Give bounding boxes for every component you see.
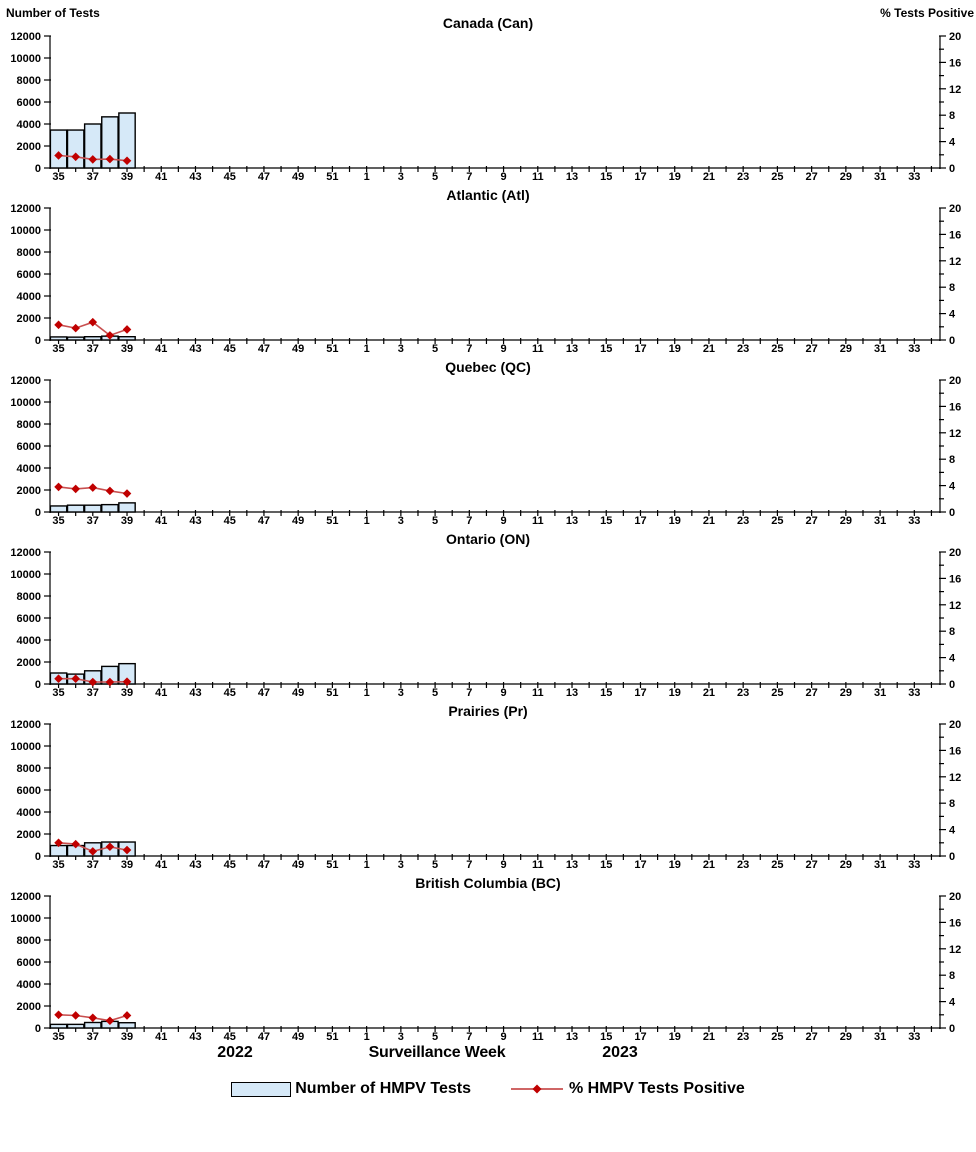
svg-text:43: 43 [189, 859, 202, 870]
svg-text:41: 41 [155, 687, 168, 698]
svg-text:27: 27 [805, 859, 818, 870]
svg-text:3: 3 [397, 171, 404, 182]
svg-text:25: 25 [771, 859, 784, 870]
svg-text:49: 49 [292, 859, 305, 870]
svg-text:25: 25 [771, 515, 784, 526]
svg-text:19: 19 [668, 1031, 681, 1042]
svg-text:4000: 4000 [16, 463, 41, 475]
svg-text:1: 1 [363, 171, 370, 182]
svg-text:9: 9 [500, 859, 507, 870]
panel-title-quebec: Quebec (QC) [445, 359, 531, 375]
svg-text:25: 25 [771, 1031, 784, 1042]
svg-text:45: 45 [223, 1031, 236, 1042]
svg-text:3: 3 [397, 687, 404, 698]
panel-header [0, 2, 976, 32]
svg-text:35: 35 [52, 343, 65, 354]
svg-text:9: 9 [500, 343, 507, 354]
svg-text:23: 23 [737, 687, 750, 698]
svg-text:39: 39 [120, 515, 134, 526]
svg-text:5: 5 [432, 687, 439, 698]
svg-text:16: 16 [949, 401, 962, 414]
svg-text:37: 37 [86, 859, 99, 870]
svg-text:12000: 12000 [10, 892, 41, 903]
svg-text:4000: 4000 [16, 635, 41, 647]
legend-item-tests [231, 1080, 471, 1098]
svg-text:43: 43 [189, 515, 202, 526]
svg-text:13: 13 [565, 515, 579, 526]
svg-text:33: 33 [908, 1031, 921, 1042]
svg-text:12000: 12000 [10, 376, 41, 387]
panel-plot-british-columbia [0, 892, 976, 1042]
svg-text:0: 0 [949, 851, 956, 863]
panel-plot-canada [0, 32, 976, 182]
svg-text:2000: 2000 [16, 829, 41, 841]
svg-text:41: 41 [155, 859, 168, 870]
svg-text:21: 21 [702, 687, 716, 698]
svg-text:49: 49 [292, 171, 305, 182]
svg-text:11: 11 [531, 687, 544, 698]
svg-text:31: 31 [873, 687, 887, 698]
svg-text:33: 33 [908, 171, 921, 182]
svg-text:12: 12 [949, 83, 962, 96]
svg-text:2000: 2000 [16, 1001, 41, 1013]
panel-plot-quebec [0, 376, 976, 526]
svg-text:10000: 10000 [10, 225, 41, 237]
svg-text:49: 49 [292, 515, 305, 526]
svg-text:47: 47 [257, 515, 271, 526]
svg-text:4000: 4000 [16, 807, 41, 819]
svg-text:51: 51 [326, 859, 339, 870]
svg-text:12: 12 [949, 943, 962, 956]
svg-text:6000: 6000 [16, 97, 41, 109]
svg-text:39: 39 [120, 687, 134, 698]
svg-text:21: 21 [702, 1031, 716, 1042]
svg-text:20: 20 [949, 204, 962, 215]
svg-text:15: 15 [600, 515, 613, 526]
legend-item-positive [509, 1080, 745, 1098]
svg-text:33: 33 [908, 859, 921, 870]
svg-text:23: 23 [737, 343, 750, 354]
svg-text:39: 39 [120, 343, 134, 354]
svg-text:4: 4 [949, 136, 956, 149]
svg-text:37: 37 [86, 1031, 99, 1042]
svg-text:6000: 6000 [16, 441, 41, 453]
svg-text:4000: 4000 [16, 291, 41, 303]
svg-text:13: 13 [565, 1031, 579, 1042]
svg-text:3: 3 [397, 343, 404, 354]
svg-text:33: 33 [908, 343, 921, 354]
svg-text:29: 29 [839, 343, 852, 354]
svg-text:27: 27 [805, 343, 818, 354]
svg-text:41: 41 [155, 1031, 168, 1042]
svg-text:0: 0 [34, 163, 41, 175]
svg-text:51: 51 [326, 171, 339, 182]
year-label-2023: 2023 [602, 1044, 638, 1061]
svg-text:41: 41 [155, 171, 168, 182]
svg-text:35: 35 [52, 859, 65, 870]
svg-text:6000: 6000 [16, 957, 41, 969]
svg-text:20: 20 [949, 892, 962, 903]
svg-text:43: 43 [189, 343, 202, 354]
panel-title-ontario: Ontario (ON) [446, 531, 530, 547]
svg-text:15: 15 [600, 1031, 613, 1042]
svg-text:0: 0 [949, 335, 956, 347]
svg-text:49: 49 [292, 687, 305, 698]
svg-text:16: 16 [949, 573, 962, 586]
legend-line-marker-icon [509, 1083, 565, 1095]
svg-text:15: 15 [600, 343, 613, 354]
svg-text:7: 7 [466, 515, 473, 526]
svg-text:0: 0 [949, 679, 956, 691]
svg-text:0: 0 [949, 1023, 956, 1035]
svg-text:7: 7 [466, 859, 473, 870]
svg-text:51: 51 [326, 687, 339, 698]
svg-text:29: 29 [839, 687, 852, 698]
svg-text:35: 35 [52, 515, 65, 526]
svg-text:11: 11 [531, 1031, 544, 1042]
panel-title-british-columbia: British Columbia (BC) [415, 875, 561, 891]
svg-text:6000: 6000 [16, 613, 41, 625]
svg-text:51: 51 [326, 343, 339, 354]
svg-text:11: 11 [531, 859, 544, 870]
svg-text:9: 9 [500, 1031, 507, 1042]
panel-title-canada: Canada (Can) [442, 15, 534, 31]
svg-text:7: 7 [466, 687, 473, 698]
footer [0, 1044, 976, 1104]
svg-text:17: 17 [634, 343, 647, 354]
svg-text:51: 51 [326, 1031, 339, 1042]
svg-text:43: 43 [189, 687, 202, 698]
svg-text:13: 13 [565, 859, 579, 870]
svg-text:49: 49 [292, 1031, 305, 1042]
svg-text:12000: 12000 [10, 548, 41, 559]
svg-text:29: 29 [839, 171, 852, 182]
svg-text:12: 12 [949, 771, 962, 784]
svg-text:10000: 10000 [10, 913, 41, 925]
svg-text:9: 9 [500, 171, 507, 182]
svg-text:31: 31 [873, 859, 887, 870]
svg-text:12: 12 [949, 427, 962, 440]
svg-text:23: 23 [737, 1031, 750, 1042]
svg-text:20: 20 [949, 32, 962, 43]
svg-text:12000: 12000 [10, 204, 41, 215]
svg-text:15: 15 [600, 171, 613, 182]
svg-text:11: 11 [531, 515, 544, 526]
panel-plot-atlantic [0, 204, 976, 354]
svg-text:0: 0 [949, 507, 956, 519]
svg-text:29: 29 [839, 515, 852, 526]
svg-text:17: 17 [634, 859, 647, 870]
svg-text:51: 51 [326, 515, 339, 526]
svg-text:16: 16 [949, 917, 962, 930]
svg-text:8000: 8000 [16, 591, 41, 603]
panel-title-prairies: Prairies (Pr) [448, 703, 528, 719]
panel-plot-prairies [0, 720, 976, 870]
svg-text:25: 25 [771, 687, 784, 698]
svg-text:13: 13 [565, 343, 579, 354]
chart-panel-british-columbia [0, 874, 976, 1042]
svg-text:9: 9 [500, 515, 507, 526]
svg-text:7: 7 [466, 343, 473, 354]
svg-text:8: 8 [949, 454, 956, 467]
svg-text:39: 39 [120, 171, 134, 182]
svg-text:16: 16 [949, 745, 962, 758]
svg-text:19: 19 [668, 171, 681, 182]
svg-text:8000: 8000 [16, 763, 41, 775]
year-label-2022: 2022 [217, 1044, 253, 1061]
svg-text:8000: 8000 [16, 419, 41, 431]
svg-text:23: 23 [737, 515, 750, 526]
chart-panel-canada [0, 2, 976, 182]
svg-text:4000: 4000 [16, 119, 41, 131]
svg-text:35: 35 [52, 687, 65, 698]
svg-text:8: 8 [949, 798, 956, 811]
right-axis-title: % Tests Positive [880, 6, 974, 20]
svg-text:19: 19 [668, 343, 681, 354]
svg-text:33: 33 [908, 515, 921, 526]
svg-text:1: 1 [363, 1031, 370, 1042]
svg-text:4000: 4000 [16, 979, 41, 991]
svg-text:17: 17 [634, 171, 647, 182]
svg-text:3: 3 [397, 859, 404, 870]
chart-panel-quebec [0, 358, 976, 526]
svg-text:15: 15 [600, 859, 613, 870]
svg-text:19: 19 [668, 515, 681, 526]
svg-text:1: 1 [363, 515, 370, 526]
svg-text:4: 4 [949, 824, 956, 837]
svg-text:12: 12 [949, 255, 962, 268]
svg-text:13: 13 [565, 171, 579, 182]
svg-text:0: 0 [34, 507, 41, 519]
svg-text:27: 27 [805, 515, 818, 526]
svg-text:17: 17 [634, 687, 647, 698]
svg-text:47: 47 [257, 1031, 271, 1042]
svg-text:11: 11 [531, 343, 544, 354]
svg-text:20: 20 [949, 376, 962, 387]
svg-text:37: 37 [86, 171, 99, 182]
svg-text:10000: 10000 [10, 53, 41, 65]
svg-text:5: 5 [432, 343, 439, 354]
svg-text:35: 35 [52, 1031, 65, 1042]
svg-text:1: 1 [363, 859, 370, 870]
svg-text:37: 37 [86, 515, 99, 526]
svg-text:41: 41 [155, 515, 168, 526]
svg-text:45: 45 [223, 515, 236, 526]
svg-text:29: 29 [839, 1031, 852, 1042]
svg-text:27: 27 [805, 687, 818, 698]
svg-text:2000: 2000 [16, 141, 41, 153]
svg-text:3: 3 [397, 1031, 404, 1042]
svg-text:25: 25 [771, 343, 784, 354]
svg-text:8000: 8000 [16, 247, 41, 259]
panel-title-atlantic: Atlantic (Atl) [446, 187, 530, 203]
svg-text:2000: 2000 [16, 657, 41, 669]
svg-text:8: 8 [949, 626, 956, 639]
svg-text:5: 5 [432, 515, 439, 526]
svg-text:2000: 2000 [16, 313, 41, 325]
svg-text:0: 0 [949, 163, 956, 175]
svg-text:35: 35 [52, 171, 65, 182]
svg-text:49: 49 [292, 343, 305, 354]
svg-text:4: 4 [949, 480, 956, 493]
svg-text:0: 0 [34, 679, 41, 691]
legend-bar-swatch [231, 1082, 291, 1097]
x-axis-title: Surveillance Week [368, 1044, 506, 1061]
svg-text:45: 45 [223, 687, 236, 698]
svg-text:1: 1 [363, 687, 370, 698]
svg-text:45: 45 [223, 343, 236, 354]
svg-text:23: 23 [737, 171, 750, 182]
svg-text:13: 13 [565, 687, 579, 698]
svg-text:7: 7 [466, 1031, 473, 1042]
svg-text:6000: 6000 [16, 269, 41, 281]
svg-text:19: 19 [668, 687, 681, 698]
svg-text:4: 4 [949, 652, 956, 665]
svg-text:19: 19 [668, 859, 681, 870]
svg-text:6000: 6000 [16, 785, 41, 797]
svg-text:21: 21 [702, 515, 716, 526]
svg-text:10000: 10000 [10, 741, 41, 753]
svg-text:21: 21 [702, 859, 716, 870]
svg-text:8: 8 [949, 970, 956, 983]
svg-text:3: 3 [397, 515, 404, 526]
svg-text:37: 37 [86, 343, 99, 354]
legend-line-label: % HMPV Tests Positive [568, 1080, 745, 1097]
svg-text:16: 16 [949, 229, 962, 242]
svg-text:12000: 12000 [10, 720, 41, 731]
svg-text:17: 17 [634, 1031, 647, 1042]
svg-text:12000: 12000 [10, 32, 41, 43]
panel-plot-ontario [0, 548, 976, 698]
svg-text:33: 33 [908, 687, 921, 698]
svg-text:0: 0 [34, 851, 41, 863]
svg-text:8: 8 [949, 110, 956, 123]
chart-panel-atlantic [0, 186, 976, 354]
svg-text:1: 1 [363, 343, 370, 354]
svg-text:0: 0 [34, 335, 41, 347]
svg-text:21: 21 [702, 171, 716, 182]
svg-text:31: 31 [873, 1031, 887, 1042]
svg-text:5: 5 [432, 859, 439, 870]
legend-bar-label: Number of HMPV Tests [295, 1080, 471, 1097]
svg-text:17: 17 [634, 515, 647, 526]
chart-panel-prairies [0, 702, 976, 870]
svg-text:10000: 10000 [10, 397, 41, 409]
svg-text:45: 45 [223, 171, 236, 182]
svg-text:23: 23 [737, 859, 750, 870]
svg-text:2000: 2000 [16, 485, 41, 497]
svg-text:11: 11 [531, 171, 544, 182]
legend [0, 1074, 976, 1104]
svg-text:8000: 8000 [16, 935, 41, 947]
svg-text:20: 20 [949, 720, 962, 731]
svg-text:8: 8 [949, 282, 956, 295]
svg-text:27: 27 [805, 171, 818, 182]
svg-text:8000: 8000 [16, 75, 41, 87]
svg-text:5: 5 [432, 1031, 439, 1042]
svg-text:10000: 10000 [10, 569, 41, 581]
svg-text:31: 31 [873, 515, 887, 526]
svg-text:16: 16 [949, 57, 962, 70]
svg-text:39: 39 [120, 859, 134, 870]
svg-text:29: 29 [839, 859, 852, 870]
chart-panel-ontario [0, 530, 976, 698]
svg-text:43: 43 [189, 1031, 202, 1042]
svg-text:25: 25 [771, 171, 784, 182]
svg-text:47: 47 [257, 859, 271, 870]
svg-text:31: 31 [873, 343, 887, 354]
svg-text:47: 47 [257, 343, 271, 354]
svg-text:21: 21 [702, 343, 716, 354]
svg-text:41: 41 [155, 343, 168, 354]
x-axis-row [0, 1044, 976, 1068]
svg-text:31: 31 [873, 171, 887, 182]
svg-text:4: 4 [949, 996, 956, 1009]
svg-text:37: 37 [86, 687, 99, 698]
left-axis-title: Number of Tests [6, 6, 100, 20]
svg-text:15: 15 [600, 687, 613, 698]
svg-text:9: 9 [500, 687, 507, 698]
svg-text:5: 5 [432, 171, 439, 182]
svg-text:0: 0 [34, 1023, 41, 1035]
svg-text:47: 47 [257, 171, 271, 182]
svg-text:43: 43 [189, 171, 202, 182]
svg-text:4: 4 [949, 308, 956, 321]
svg-text:47: 47 [257, 687, 271, 698]
svg-text:7: 7 [466, 171, 473, 182]
svg-text:12: 12 [949, 599, 962, 612]
svg-text:45: 45 [223, 859, 236, 870]
svg-text:20: 20 [949, 548, 962, 559]
svg-text:39: 39 [120, 1031, 134, 1042]
svg-text:27: 27 [805, 1031, 818, 1042]
